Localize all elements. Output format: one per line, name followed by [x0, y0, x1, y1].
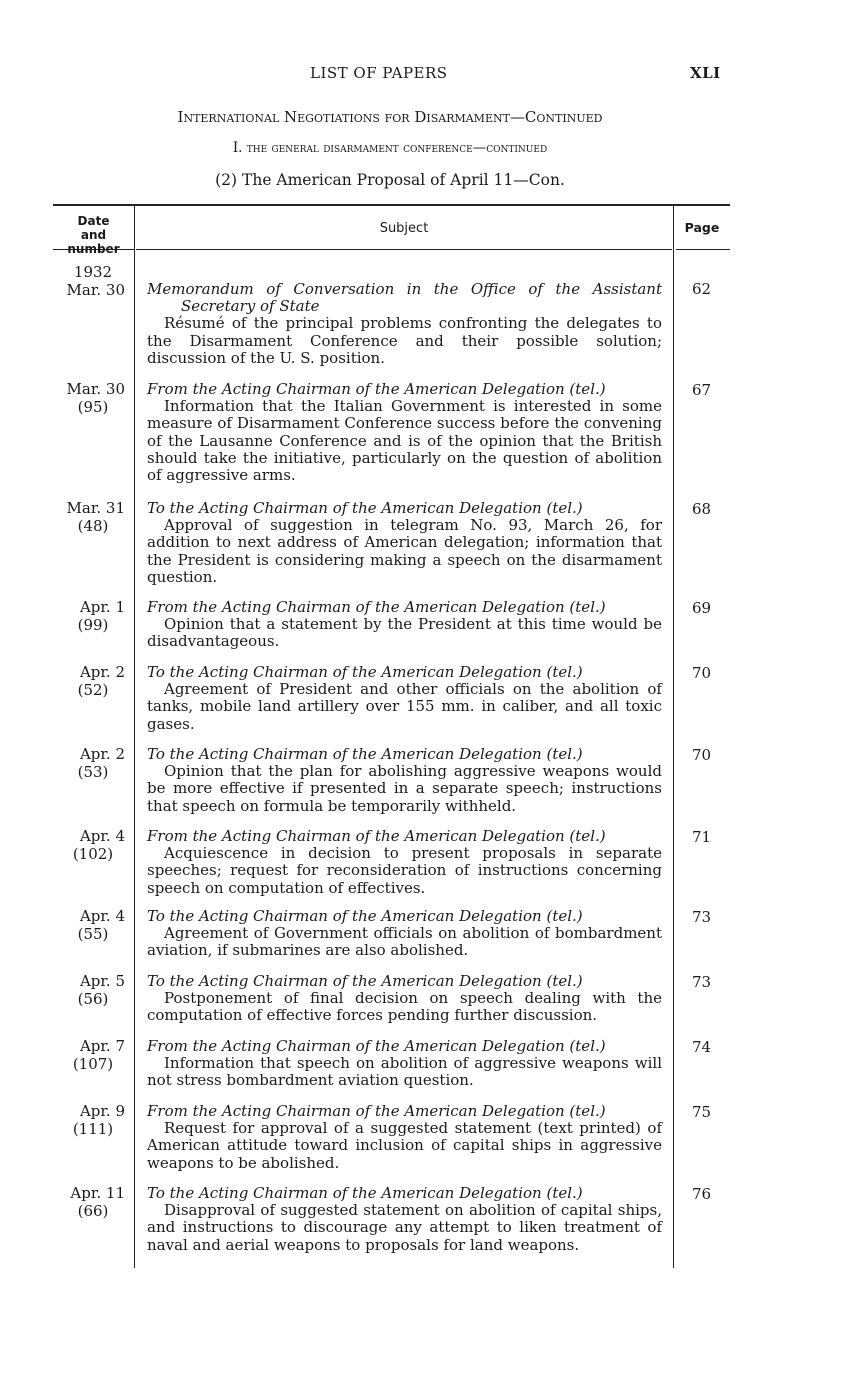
entry-date-cell [55, 1103, 125, 1138]
entry-date: Apr. 2 [79, 745, 125, 763]
entry-subject [147, 828, 662, 897]
entry-date-cell [55, 973, 125, 1008]
entry-date-cell [55, 264, 125, 299]
entry-page: 69 [691, 599, 712, 617]
entry-summary: Résumé of the principal problems confronting the delegates to the Disarmament Conference and their possible solution; discussion of the U. S. position. [147, 314, 662, 367]
entry-number: (107) [72, 1054, 114, 1073]
header-rule [676, 249, 730, 250]
entry-date: Apr. 7 [79, 1037, 125, 1055]
entry-title: To the Acting Chairman of the American Delegation (tel.) [147, 907, 583, 925]
entry-summary: Opinion that a statement by the President at this time would be disadvantageous. [147, 615, 662, 651]
column-header-page: Page [684, 220, 720, 235]
entry-summary: Opinion that the plan for abolishing aggressive weapons would be more effective if presented in a separate speech; instructions that speech on formula be temporarily withheld. [147, 762, 662, 815]
entry-subject [147, 973, 662, 1025]
entry-date: Apr. 9 [79, 1102, 125, 1120]
entry-summary: Approval of suggestion in telegram No. 93, March 26, for addition to next address of American delegation; information that the President is considering making a speech on the disarmament question. [147, 516, 662, 586]
column-header-date: Date and number [67, 214, 120, 256]
entry-page: 73 [691, 973, 712, 991]
entry-title: Memorandum of Conversation in the Office of the Assistant Secretary of State [147, 280, 662, 316]
page-number: XLI [690, 64, 721, 82]
entry-year: 1932 [73, 263, 113, 281]
entry-subject [147, 1103, 662, 1172]
entry-subject [147, 500, 662, 586]
column-header-subject: Subject [379, 221, 429, 236]
entry-page: 70 [691, 746, 712, 764]
entry-date-cell [55, 908, 125, 943]
entry-page: 67 [691, 381, 712, 399]
running-head [0, 64, 850, 86]
entry-title: To the Acting Chairman of the American Delegation (tel.) [147, 745, 583, 763]
entry-title: From the Acting Chairman of the American Delegation (tel.) [147, 1037, 606, 1055]
entry-summary: Agreement of Government officials on abolition of bombardment aviation, if submarines are also abolished. [147, 924, 662, 960]
entry-date: Apr. 5 [79, 972, 125, 990]
part-heading: (2) The American Proposal of April 11—Con. [215, 171, 565, 189]
entry-title: To the Acting Chairman of the American Delegation (tel.) [147, 972, 583, 990]
entry-date-cell [55, 1038, 125, 1073]
entry-summary: Postponement of final decision on speech dealing with the computation of effective forces pending further discussion. [147, 989, 662, 1025]
entry-subject [147, 908, 662, 960]
entry-number: (111) [72, 1119, 114, 1138]
entry-page: 71 [691, 828, 712, 846]
entry-summary: Disapproval of suggested statement on abolition of capital ships, and instructions to discourage any attempt to liken treatment of naval and aerial weapons to proposals for land weapons. [147, 1201, 662, 1254]
entry-subject [147, 746, 662, 815]
entry-summary: Acquiescence in decision to present proposals in separate speeches; request for reconsideration of instructions concerning speech on computation of effectives. [147, 844, 662, 897]
header-rule [136, 249, 672, 250]
entry-date-cell [55, 1185, 125, 1220]
entry-number: (95) [77, 397, 109, 416]
entry-title: To the Acting Chairman of the American Delegation (tel.) [147, 1184, 583, 1202]
entry-subject [147, 1185, 662, 1254]
entry-page: 70 [691, 664, 712, 682]
entry-summary: Information that the Italian Government is interested in some measure of Disarmament Conference success before the convening of the Lausanne Conference and is of the opinion that the British should take the initiative, particularly on the question of abolition of aggressive arms. [147, 397, 662, 485]
entry-date: Apr. 4 [79, 907, 125, 925]
entry-summary: Information that speech on abolition of aggressive weapons will not stress bombardment aviation question. [147, 1054, 662, 1090]
entry-number: (52) [77, 680, 109, 699]
entry-subject [147, 381, 662, 484]
entry-date-cell [55, 599, 125, 634]
entry-date-cell [55, 500, 125, 535]
section-heading: International Negotiations for Disarmament—Continued [177, 108, 603, 126]
entry-page: 62 [691, 280, 712, 298]
entry-subject [147, 664, 662, 733]
entry-date-cell [55, 828, 125, 863]
entry-subject [147, 599, 662, 651]
entry-date: Apr. 4 [79, 827, 125, 845]
table-top-rule [53, 204, 730, 206]
entry-number: (66) [77, 1201, 109, 1220]
entry-title: From the Acting Chairman of the American Delegation (tel.) [147, 1102, 606, 1120]
entry-date: Apr. 2 [79, 663, 125, 681]
entry-page: 68 [691, 500, 712, 518]
entry-summary: Agreement of President and other officials on the abolition of tanks, mobile land artillery over 155 mm. in caliber, and all toxic gases. [147, 680, 662, 733]
running-head-title: LIST OF PAPERS [310, 64, 448, 82]
entry-page: 76 [691, 1185, 712, 1203]
entry-date-cell [55, 746, 125, 781]
entry-date-cell [55, 664, 125, 699]
entry-number: (55) [77, 924, 109, 943]
entry-date-cell [55, 381, 125, 416]
entry-page: 75 [691, 1103, 712, 1121]
entry-number: (56) [77, 989, 109, 1008]
entry-page: 74 [691, 1038, 712, 1056]
entry-date: Apr. 11 [70, 1184, 125, 1202]
entry-date: Mar. 30 [66, 380, 125, 398]
entry-title: To the Acting Chairman of the American Delegation (tel.) [147, 499, 583, 517]
entry-date: Mar. 31 [66, 499, 125, 517]
entry-subject [147, 1038, 662, 1090]
entry-date: Apr. 1 [79, 598, 125, 616]
entry-number: (102) [72, 844, 114, 863]
entry-summary: Request for approval of a suggested statement (text printed) of American attitude toward inclusion of capital ships in aggressive weapons to be abolished. [147, 1119, 662, 1172]
entry-title: To the Acting Chairman of the American Delegation (tel.) [147, 663, 583, 681]
entry-number: (53) [77, 762, 109, 781]
entry-date: Mar. 30 [66, 280, 125, 299]
entry-number: (48) [77, 516, 109, 535]
entry-subject [147, 281, 662, 367]
subsection-heading: I. the general disarmament conference—continued [232, 140, 548, 156]
entry-number: (99) [77, 615, 109, 634]
entry-title: From the Acting Chairman of the American Delegation (tel.) [147, 827, 606, 845]
entry-title: From the Acting Chairman of the American Delegation (tel.) [147, 380, 606, 398]
entry-page: 73 [691, 908, 712, 926]
entry-title: From the Acting Chairman of the American Delegation (tel.) [147, 598, 606, 616]
column-divider [134, 204, 135, 1268]
